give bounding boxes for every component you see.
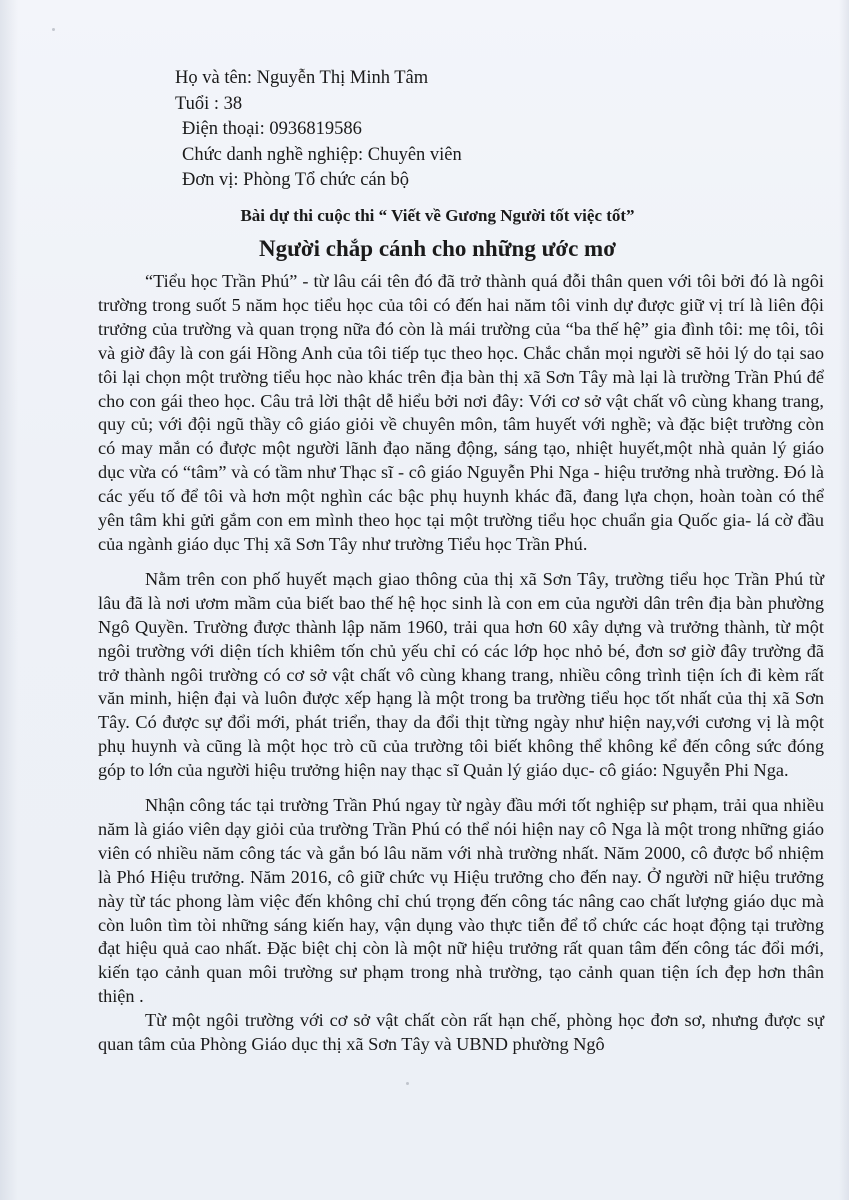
contest-heading: Bài dự thi cuộc thi “ Viết về Gương Người tốt việc tốt” [240,206,635,225]
scan-shadow-right [839,0,849,1200]
scan-speck [406,1082,409,1085]
author-unit: Đơn vị: Phòng Tổ chức cán bộ [182,170,410,191]
essay-title: Người chắp cánh cho những ước mơ [259,236,616,261]
scan-speck [52,28,55,31]
paragraph: Nằm trên con phố huyết mạch giao thông của thị xã Sơn Tây, trường tiểu học Trần Phú từ lâu đã là nơi ươm mầm của biết bao thế hệ học sinh là con em của người dân trên địa bàn phường Ngô Quyền. Trường được thành lập năm 1960, trải qua hơn 60 xây dựng và trưởng thành, từ một ngôi trường với diện tích khiêm tốn chủ yếu chỉ có các lớp học nhỏ bé, đơn sơ giờ đây trường đã trở thành ngôi trường có cơ sở vật chất vô cùng khang trang, nhiều công trình tiện ích đi kèm rất văn minh, hiện đại và luôn được xếp hạng là một trong ba trường tiểu học tốt nhất của thị xã Sơn Tây. Có được sự đổi mới, phát triển, thay da đổi thịt từng ngày như hiện nay,với cương vị là một phụ huynh và cũng là một học trò cũ của trường tôi biết không thể không kể đến công sức đóng góp to lớn của người hiệu trưởng hiện nay thạc sĩ Quản lý giáo dục- cô giáo: Nguyễn Phi Nga. [98,568,824,781]
scan-shadow-left [0,0,18,1200]
paragraph: Nhận công tác tại trường Trần Phú ngay từ ngày đầu mới tốt nghiệp sư phạm, trải qua nhiều năm là giáo viên dạy giỏi của trường Trần Phú có thể nói hiện nay cô Nga là một trong những giáo viên có nhiều năm công tác và gắn bó lâu năm với nhà trường nhất. Năm 2000, cô được bổ nhiệm là Phó Hiệu trưởng. Năm 2016, cô giữ chức vụ Hiệu trưởng cho đến nay. Ở người nữ hiệu trưởng này từ tác phong làm việc đến không chỉ chú trọng đến công tác nâng cao chất lượng giáo dục mà còn luôn tìm tòi những sáng kiến hay, vận dụng vào thực tiễn để tổ chức các hoạt động tại trường đạt hiệu quả cao nhất. Đặc biệt chị còn là một nữ hiệu trưởng rất quan tâm đến công tác đổi mới, kiến tạo cảnh quan môi trường sư phạm trong nhà trường, tạo cảnh quan tiện ích đẹp hơn thân thiện . [98,795,824,1007]
paragraph: “Tiểu học Trần Phú” - từ lâu cái tên đó đã trở thành quá đỗi thân quen với tôi bởi đó là ngôi trường trong suốt 5 năm học tiểu học của tôi có đến hai năm tôi vinh dự được giữ vị trí là liên đội trưởng của trường và quan trọng nữa đó còn là mái trường của “ba thế hệ” gia đình tôi: mẹ tôi, tôi và giờ đây là con gái Hồng Anh của tôi tiếp tục theo học. Chắc chắn mọi người sẽ hỏi lý do tại sao tôi lại chọn một trường tiểu học nào khác trên địa bàn thị xã Sơn Tây mà lại là trường Trần Phú để cho con gái theo học. Câu trả lời thật dễ hiểu bởi nơi đây: Với cơ sở vật chất vô cùng khang trang, quy củ; với đội ngũ thầy cô giáo giỏi về chuyên môn, tâm huyết với nghề; và đặc biệt trường còn có may mắn có được một người lãnh đạo năng động, sáng tạo, nhiệt huyết,một nhà quản lý giáo dục vừa có “tâm” và có tầm như Thạc sĩ - cô giáo Nguyễn Phi Nga - hiệu trưởng nhà trường. Đó là các yếu tố để tôi và hơn một nghìn các bậc phụ huynh khác đã, đang lựa chọn, hoàn toàn có thể yên tâm khi gửi gắm con em mình theo học tại một trường tiểu học chuẩn gia Quốc gia- lá cờ đầu của ngành giáo dục Thị xã Sơn Tây như trường Tiểu học Trần Phú. [98,271,824,554]
essay-body [98,270,824,1057]
author-age: Tuổi : 38 [175,93,243,114]
author-info-block [175,66,462,194]
author-phone: Điện thoại: 0936819586 [182,119,362,140]
author-job-title: Chức danh nghề nghiệp: Chuyên viên [182,144,462,165]
author-name: Họ và tên: Nguyễn Thị Minh Tâm [175,68,429,88]
paragraph: Từ một ngôi trường với cơ sở vật chất còn rất hạn chế, phòng học đơn sơ, nhưng được sự quan tâm của Phòng Giáo dục thị xã Sơn Tây và UBND phường Ngô [98,1010,824,1055]
